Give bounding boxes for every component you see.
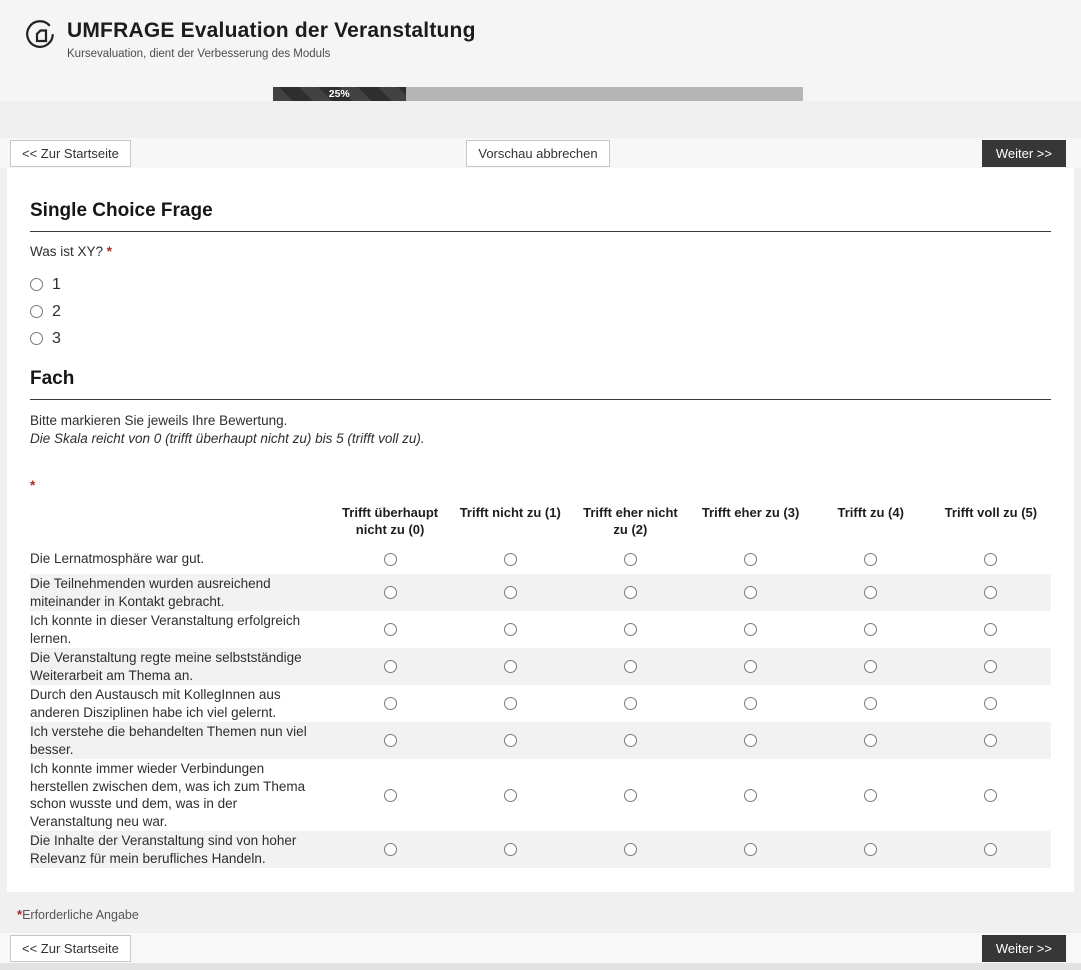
matrix-radio-cell[interactable]	[931, 574, 1051, 611]
matrix-column-header: Trifft eher nicht zu (2)	[583, 505, 678, 537]
matrix-radio-cell[interactable]	[931, 759, 1051, 831]
radio-button[interactable]	[984, 660, 997, 673]
matrix-radio-cell[interactable]	[450, 722, 570, 759]
matrix-row	[30, 648, 1051, 685]
survey-subtitle: Kursevaluation, dient der Verbesserung des Moduls	[67, 48, 331, 60]
matrix-radio-cell[interactable]	[450, 759, 570, 831]
form-panel	[7, 168, 1074, 892]
matrix-row-label: Ich verstehe die behandelten Themen nun viel besser.	[30, 724, 307, 757]
required-note: *Erforderliche Angabe	[17, 907, 139, 922]
radio-button[interactable]	[984, 553, 997, 566]
radio-button[interactable]	[30, 305, 43, 318]
matrix-radio-cell[interactable]	[811, 685, 931, 722]
bottom-navigation	[0, 933, 1081, 963]
matrix-radio-cell[interactable]	[570, 648, 690, 685]
radio-button[interactable]	[624, 623, 637, 636]
radio-button[interactable]	[984, 586, 997, 599]
matrix-radio-cell[interactable]	[690, 831, 810, 868]
radio-button[interactable]	[384, 843, 397, 856]
matrix-row-label: Ich konnte immer wieder Verbindungen herstellen zwischen dem, was ich zum Thema schon wusste und dem, was in der Veranstaltung neu war.	[30, 761, 306, 829]
radio-button[interactable]	[624, 586, 637, 599]
matrix-radio-cell[interactable]	[330, 544, 450, 574]
matrix-radio-cell[interactable]	[690, 544, 810, 574]
matrix-radio-cell[interactable]	[570, 544, 690, 574]
matrix-header-row	[30, 504, 1051, 544]
radio-button[interactable]	[384, 553, 397, 566]
choice-option[interactable]	[30, 325, 1051, 352]
matrix-radio-cell[interactable]	[690, 648, 810, 685]
matrix-row	[30, 831, 1051, 868]
radio-button[interactable]	[384, 697, 397, 710]
required-asterisk: *	[106, 244, 113, 259]
radio-button[interactable]	[624, 789, 637, 802]
radio-button[interactable]	[504, 843, 517, 856]
radio-button[interactable]	[744, 553, 757, 566]
matrix-radio-cell[interactable]	[690, 611, 810, 648]
radio-button[interactable]	[384, 660, 397, 673]
radio-button[interactable]	[864, 697, 877, 710]
page-bottom-strip	[0, 963, 1081, 970]
option-label: 2	[52, 302, 61, 320]
radio-button[interactable]	[864, 586, 877, 599]
matrix-radio-cell[interactable]	[570, 759, 690, 831]
radio-button[interactable]	[864, 734, 877, 747]
matrix-required-asterisk: *	[30, 478, 36, 493]
matrix-row	[30, 611, 1051, 648]
radio-button[interactable]	[384, 586, 397, 599]
radio-button[interactable]	[384, 734, 397, 747]
matrix-radio-cell[interactable]	[330, 831, 450, 868]
matrix-radio-cell[interactable]	[811, 544, 931, 574]
matrix-radio-cell[interactable]	[690, 759, 810, 831]
page-header	[0, 0, 1081, 60]
matrix-radio-cell[interactable]	[570, 722, 690, 759]
radio-button[interactable]	[504, 586, 517, 599]
matrix-radio-cell[interactable]	[450, 685, 570, 722]
matrix-radio-cell[interactable]	[330, 759, 450, 831]
next-button[interactable]: Weiter >>	[982, 140, 1066, 167]
survey-title: UMFRAGE Evaluation der Veranstaltung	[67, 19, 476, 42]
section-title-fach: Fach	[30, 368, 1051, 400]
radio-button[interactable]	[984, 843, 997, 856]
matrix-corner-cell	[30, 504, 330, 510]
radio-button[interactable]	[624, 660, 637, 673]
matrix-row	[30, 722, 1051, 759]
matrix-radio-cell[interactable]	[811, 611, 931, 648]
required-asterisk: *	[17, 907, 23, 922]
matrix-radio-cell[interactable]	[570, 685, 690, 722]
radio-button[interactable]	[864, 789, 877, 802]
radio-button[interactable]	[624, 697, 637, 710]
section-title-single-choice: Single Choice Frage	[30, 200, 1051, 232]
matrix-column-header: Trifft eher zu (3)	[701, 505, 800, 520]
matrix-radio-cell[interactable]	[450, 648, 570, 685]
survey-logo-icon	[24, 17, 56, 54]
matrix-radio-cell[interactable]	[931, 722, 1051, 759]
radio-button[interactable]	[744, 623, 757, 636]
matrix-column-header: Trifft überhaupt nicht zu (0)	[342, 505, 439, 537]
option-label: 1	[52, 275, 61, 293]
radio-button[interactable]	[624, 553, 637, 566]
progress-section	[0, 60, 1081, 101]
matrix-radio-cell[interactable]	[931, 611, 1051, 648]
radio-button[interactable]	[744, 697, 757, 710]
matrix-radio-cell[interactable]	[811, 648, 931, 685]
radio-button[interactable]	[504, 660, 517, 673]
matrix-radio-cell[interactable]	[931, 685, 1051, 722]
matrix-radio-cell[interactable]	[931, 544, 1051, 574]
radio-button[interactable]	[984, 623, 997, 636]
matrix-radio-cell[interactable]	[330, 722, 450, 759]
radio-button[interactable]	[864, 553, 877, 566]
back-to-start-button[interactable]: << Zur Startseite	[10, 140, 131, 167]
matrix-radio-cell[interactable]	[690, 722, 810, 759]
radio-button[interactable]	[624, 734, 637, 747]
radio-button[interactable]	[504, 623, 517, 636]
matrix-row	[30, 759, 1051, 831]
matrix-radio-cell[interactable]	[811, 722, 931, 759]
question-text: Was ist XY? *	[30, 244, 113, 259]
matrix-radio-cell[interactable]	[330, 574, 450, 611]
progress-fill: 25%	[273, 87, 406, 101]
matrix-radio-cell[interactable]	[450, 574, 570, 611]
matrix-row-label: Die Teilnehmenden wurden ausreichend miteinander in Kontakt gebracht.	[30, 576, 271, 609]
matrix-row	[30, 574, 1051, 611]
matrix-radio-cell[interactable]	[330, 685, 450, 722]
option-label: 3	[52, 329, 61, 347]
matrix-radio-cell[interactable]	[690, 574, 810, 611]
radio-button[interactable]	[744, 586, 757, 599]
radio-button[interactable]	[864, 623, 877, 636]
matrix-radio-cell[interactable]	[811, 831, 931, 868]
matrix-radio-cell[interactable]	[570, 574, 690, 611]
matrix-radio-cell[interactable]	[931, 831, 1051, 868]
matrix-radio-cell[interactable]	[450, 611, 570, 648]
matrix-row-label: Durch den Austausch mit KollegInnen aus anderen Disziplinen habe ich viel gelernt.	[30, 687, 281, 720]
matrix-column-header: Trifft voll zu (5)	[944, 505, 1038, 520]
matrix-radio-cell[interactable]	[450, 544, 570, 574]
rating-matrix	[30, 504, 1051, 868]
choice-option[interactable]	[30, 271, 1051, 298]
matrix-radio-cell[interactable]	[811, 759, 931, 831]
radio-button[interactable]	[984, 734, 997, 747]
radio-button[interactable]	[984, 789, 997, 802]
next-button[interactable]: Weiter >>	[982, 935, 1066, 962]
matrix-row-label: Die Inhalte der Veranstaltung sind von hoher Relevanz für mein berufliches Handeln.	[30, 833, 297, 866]
matrix-radio-cell[interactable]	[570, 831, 690, 868]
matrix-instruction: Bitte markieren Sie jeweils Ihre Bewertung. Die Skala reicht von 0 (trifft überhaupt nicht zu) bis 5 (trifft voll zu).	[30, 413, 425, 446]
radio-button[interactable]	[384, 623, 397, 636]
matrix-column-header: Trifft nicht zu (1)	[459, 505, 561, 520]
matrix-row-label: Die Lernatmosphäre war gut.	[30, 551, 205, 567]
radio-button[interactable]	[30, 332, 43, 345]
cancel-preview-button[interactable]: Vorschau abbrechen	[466, 140, 609, 167]
radio-button[interactable]	[504, 697, 517, 710]
matrix-row	[30, 685, 1051, 722]
top-navigation	[0, 138, 1081, 168]
matrix-row-label: Die Veranstaltung regte meine selbstständige Weiterarbeit am Thema an.	[30, 650, 302, 683]
matrix-radio-cell[interactable]	[450, 831, 570, 868]
radio-button[interactable]	[984, 697, 997, 710]
matrix-column-header: Trifft zu (4)	[837, 505, 904, 520]
matrix-row	[30, 544, 1051, 574]
matrix-radio-cell[interactable]	[931, 648, 1051, 685]
radio-button[interactable]	[30, 278, 43, 291]
radio-button[interactable]	[624, 843, 637, 856]
matrix-radio-cell[interactable]	[330, 611, 450, 648]
radio-button[interactable]	[504, 553, 517, 566]
matrix-radio-cell[interactable]	[330, 648, 450, 685]
progress-bar	[273, 87, 803, 101]
radio-button[interactable]	[504, 789, 517, 802]
radio-button[interactable]	[744, 660, 757, 673]
choice-option[interactable]	[30, 298, 1051, 325]
matrix-radio-cell[interactable]	[811, 574, 931, 611]
radio-button[interactable]	[504, 734, 517, 747]
radio-button[interactable]	[864, 843, 877, 856]
radio-button[interactable]	[864, 660, 877, 673]
radio-button[interactable]	[744, 734, 757, 747]
matrix-radio-cell[interactable]	[570, 611, 690, 648]
radio-button[interactable]	[744, 789, 757, 802]
single-choice-options	[30, 271, 1051, 352]
back-to-start-button[interactable]: << Zur Startseite	[10, 935, 131, 962]
matrix-radio-cell[interactable]	[690, 685, 810, 722]
matrix-row-label: Ich konnte in dieser Veranstaltung erfolgreich lernen.	[30, 613, 301, 646]
radio-button[interactable]	[384, 789, 397, 802]
radio-button[interactable]	[744, 843, 757, 856]
